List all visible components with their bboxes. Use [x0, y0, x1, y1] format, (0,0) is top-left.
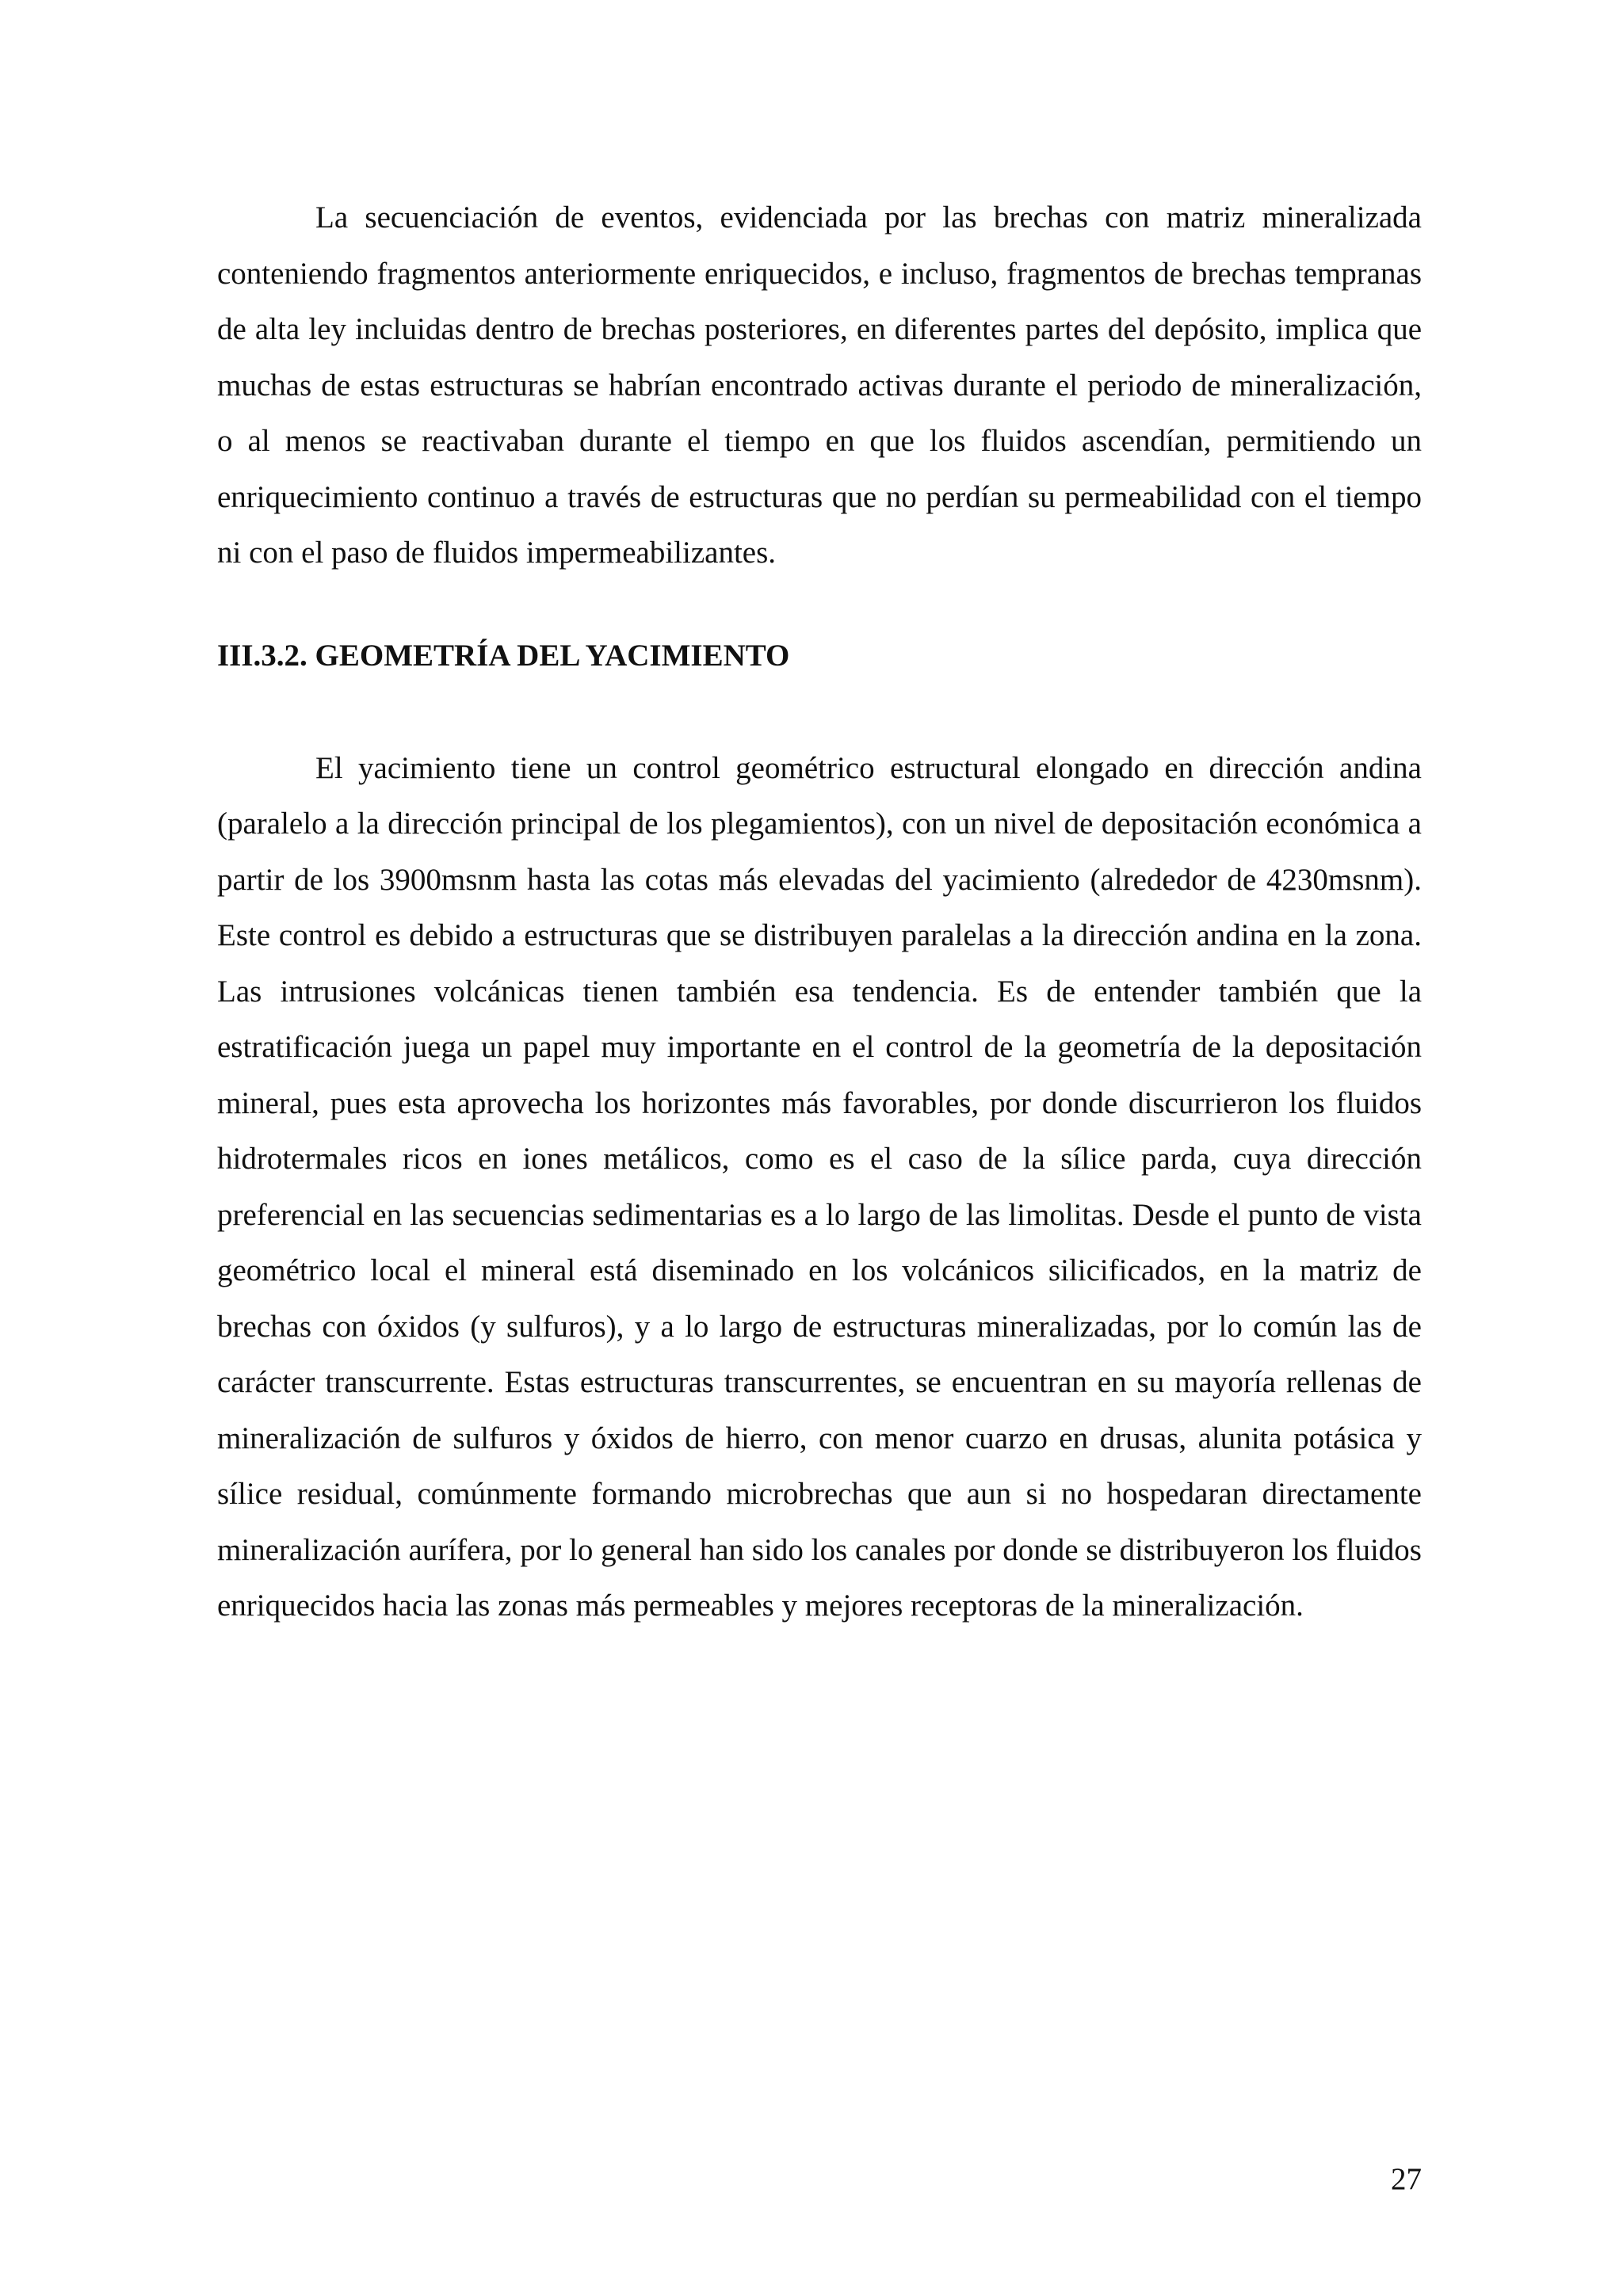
section-heading: III.3.2. GEOMETRÍA DEL YACIMIENTO [217, 638, 790, 673]
page-number: 27 [1391, 2162, 1422, 2196]
body-paragraph-events-sequence: La secuenciación de eventos, evidenciada por las brechas con matriz mineralizada conteniendo fragmentos anteriormente enriquecidos, e incluso, fragmentos de brechas tempranas de alta ley incluidas dentro de brechas posteriores, en diferentes partes del depósito, implica que muchas de estas estructuras se habrían encontrado activas durante el periodo de mineralización, o al menos se reactivaban durante el tiempo en que los fluidos ascendían, permitiendo un enriquecimiento continuo a través de estructuras que no perdían su permeabilidad con el tiempo ni con el paso de fluidos impermeabilizantes. [217, 200, 1422, 570]
page-body [217, 190, 1422, 1634]
body-paragraph-deposit-geometry: El yacimiento tiene un control geométrico estructural elongado en dirección andina (paralelo a la dirección principal de los plegamientos), con un nivel de depositación económica a partir de los 3900msnm hasta las cotas más elevadas del yacimiento (alrededor de 4230msnm). Este control es debido a estructuras que se distribuyen paralelas a la dirección andina en la zona. Las intrusiones volcánicas tienen también esa tendencia. Es de entender también que la estratificación juega un papel muy importante en el control de la geometría de la depositación mineral, pues esta aprovecha los horizontes más favorables, por donde discurrieron los fluidos hidrotermales ricos en iones metálicos, como es el caso de la sílice parda, cuya dirección preferencial en las secuencias sedimentarias es a lo largo de las limolitas. Desde el punto de vista geométrico local el mineral está diseminado en los volcánicos silicificados, en la matriz de brechas con óxidos (y sulfuros), y a lo largo de estructuras mineralizadas, por lo común las de carácter transcurrente. Estas estructuras transcurrentes, se encuentran en su mayoría rellenas de mineralización de sulfuros y óxidos de hierro, con menor cuarzo en drusas, alunita potásica y sílice residual, comúnmente formando microbrechas que aun si no hospedaran directamente mineralización aurífera, por lo general han sido los canales por donde se distribuyeron los fluidos enriquecidos hacia las zonas más permeables y mejores receptoras de la mineralización. [217, 750, 1422, 1623]
